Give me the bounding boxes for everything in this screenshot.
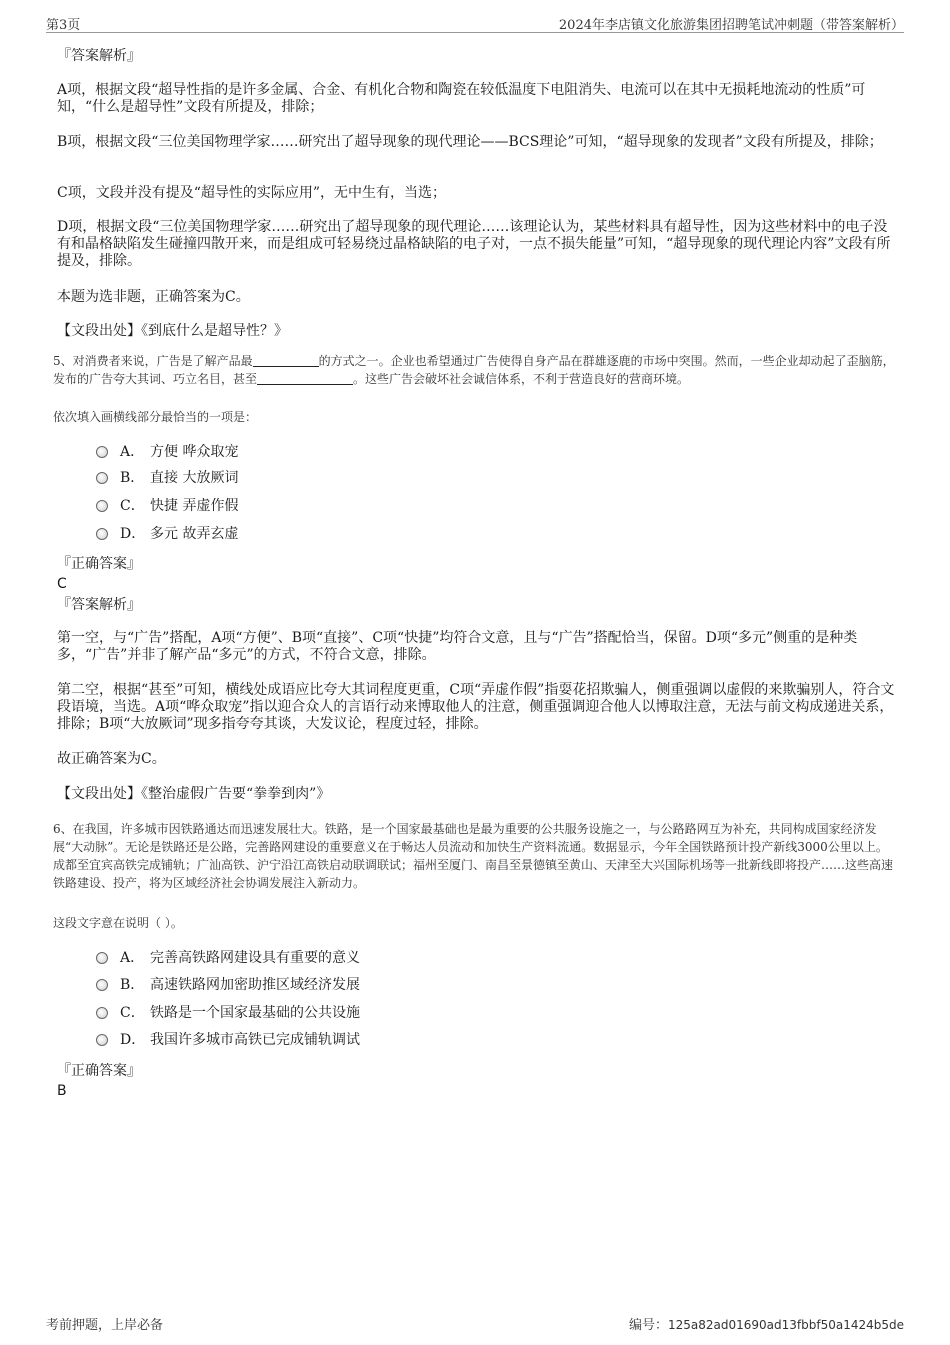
radio-icon[interactable]	[96, 446, 108, 458]
radio-icon[interactable]	[96, 528, 108, 540]
question-6-text: 6、在我国，许多城市因铁路通达而迅速发展壮大。铁路，是一个国家最基础也是最为重要的公共服务设施之一，与公路路网互为补充，共同构成国家经济发展“大动脉”。无论是铁路还是公路，完善路网建设的重要意义在于畅达人员流动和加快生产资料流通。数据显示，今年全国铁路预计投产新线3000公里以上。成都至宜宾高铁完成铺轨；广汕高铁、沪宁沿江高铁启动联调联试；福州至厦门、南昌至景德镇至黄山、天津至大兴国际机场等一批新线即将投产……这些高速铁路建设、投产，将为区域经济社会协调发展注入新动力。	[53, 822, 894, 890]
radio-icon[interactable]	[96, 472, 108, 484]
option-c[interactable]: C． 铁路是一个国家最基础的公共设施	[96, 1005, 360, 1022]
option-c[interactable]: C． 快捷 弄虚作假	[96, 498, 238, 515]
page-number: 第3页	[46, 18, 81, 33]
option-a[interactable]: A． 完善高铁路网建设具有重要的意义	[96, 950, 360, 967]
footer-slogan: 考前押题，上岸必备	[46, 1318, 164, 1333]
radio-icon[interactable]	[96, 1034, 108, 1046]
option-d[interactable]: D． 多元 故弄玄虚	[96, 526, 238, 543]
page-footer	[46, 1314, 904, 1334]
correct-answer-label: 『正确答案』	[57, 556, 141, 572]
option-d[interactable]: D． 我国许多城市高铁已完成铺轨调试	[96, 1032, 360, 1049]
radio-icon[interactable]	[96, 500, 108, 512]
question-5-hint: 依次填入画横线部分最恰当的一项是：	[53, 410, 258, 424]
question-5-text: 5、对消费者来说，广告是了解产品最 的方式之一。企业也希望通过广告使得自身产品在群雄逐鹿的市场中突围。然而，一些企业却动起了歪脑筋，发布的广告夸大其词、巧立名目，甚至 。这些广告会破坏社会诚信体系，不利于营造良好的营商环境。	[53, 354, 895, 386]
radio-icon[interactable]	[96, 979, 108, 991]
option-b[interactable]: B． 高速铁路网加密助推区域经济发展	[96, 977, 360, 994]
option-b[interactable]: B． 直接 大放厥词	[96, 470, 238, 487]
analysis-para-b: B项，根据文段“三位美国物理学家……研究出了超导现象的现代理论——BCS理论”可知，“超导现象的发现者”文段有所提及，排除；	[57, 134, 883, 150]
source-citation: 【文段出处】《到底什么是超导性？》	[57, 323, 288, 339]
blank-1	[253, 353, 319, 367]
analysis-blank-2: 第二空，根据“甚至”可知，横线处成语应比夸大其词程度更重，C项“弄虚作假”指耍花招欺骗人，侧重强调以虚假的来欺骗别人，符合文段语境，当选。A项“哗众取宠”指以迎合众人的言语行动来博取他人的注意，侧重强调迎合他人以博取注意，无法与前文构成递进关系，排除；B项“大放厥词”现多指夸夸其谈，大发议论，程度过轻，排除。	[57, 682, 895, 732]
analysis-label: 『答案解析』	[57, 597, 141, 613]
option-a[interactable]: A． 方便 哗众取宠	[96, 444, 238, 461]
correct-answer-label: 『正确答案』	[57, 1063, 141, 1079]
analysis-conclusion: 故正确答案为C。	[57, 751, 166, 767]
analysis-para-d: D项，根据文段“三位美国物理学家……研究出了超导现象的现代理论……该理论认为，某些材料具有超导性，因为这些材料中的电子没有和晶格缺陷发生碰撞四散开来，而是组成可轻易绕过晶格缺陷的电子对，一点不损失能量”可知，“超导现象的现代理论内容”文段有所提及，排除。	[57, 219, 891, 269]
page-header	[46, 12, 904, 33]
blank-2	[257, 371, 353, 385]
source-citation: 【文段出处】《整治虚假广告要“拳拳到肉”》	[57, 786, 331, 802]
analysis-label: 『答案解析』	[57, 48, 141, 64]
document-code: 编号：125a82ad01690ad13fbbf50a1424b5de	[628, 1318, 904, 1333]
correct-answer: C	[57, 576, 67, 592]
analysis-para-c: C项，文段并没有提及“超导性的实际应用”，无中生有，当选；	[57, 185, 447, 201]
correct-answer: B	[57, 1083, 67, 1099]
analysis-conclusion: 本题为选非题，正确答案为C。	[57, 289, 250, 305]
analysis-para-a: A项，根据文段“超导性指的是许多金属、合金、有机化合物和陶瓷在较低温度下电阻消失、电流可以在其中无损耗地流动的性质”可知，“什么是超导性”文段有所提及，排除；	[57, 82, 866, 115]
document-title: 2024年李店镇文化旅游集团招聘笔试冲刺题（带答案解析）	[558, 18, 904, 33]
question-6-hint: 这段文字意在说明（ ）。	[53, 916, 183, 930]
radio-icon[interactable]	[96, 1007, 108, 1019]
radio-icon[interactable]	[96, 952, 108, 964]
analysis-blank-1: 第一空，与“广告”搭配，A项“方便”、B项“直接”、C项“快捷”均符合文意，且与“广告”搭配恰当，保留。D项“多元”侧重的是种类多，“广告”并非了解产品“多元”的方式，不符合文意，排除。	[57, 630, 858, 663]
